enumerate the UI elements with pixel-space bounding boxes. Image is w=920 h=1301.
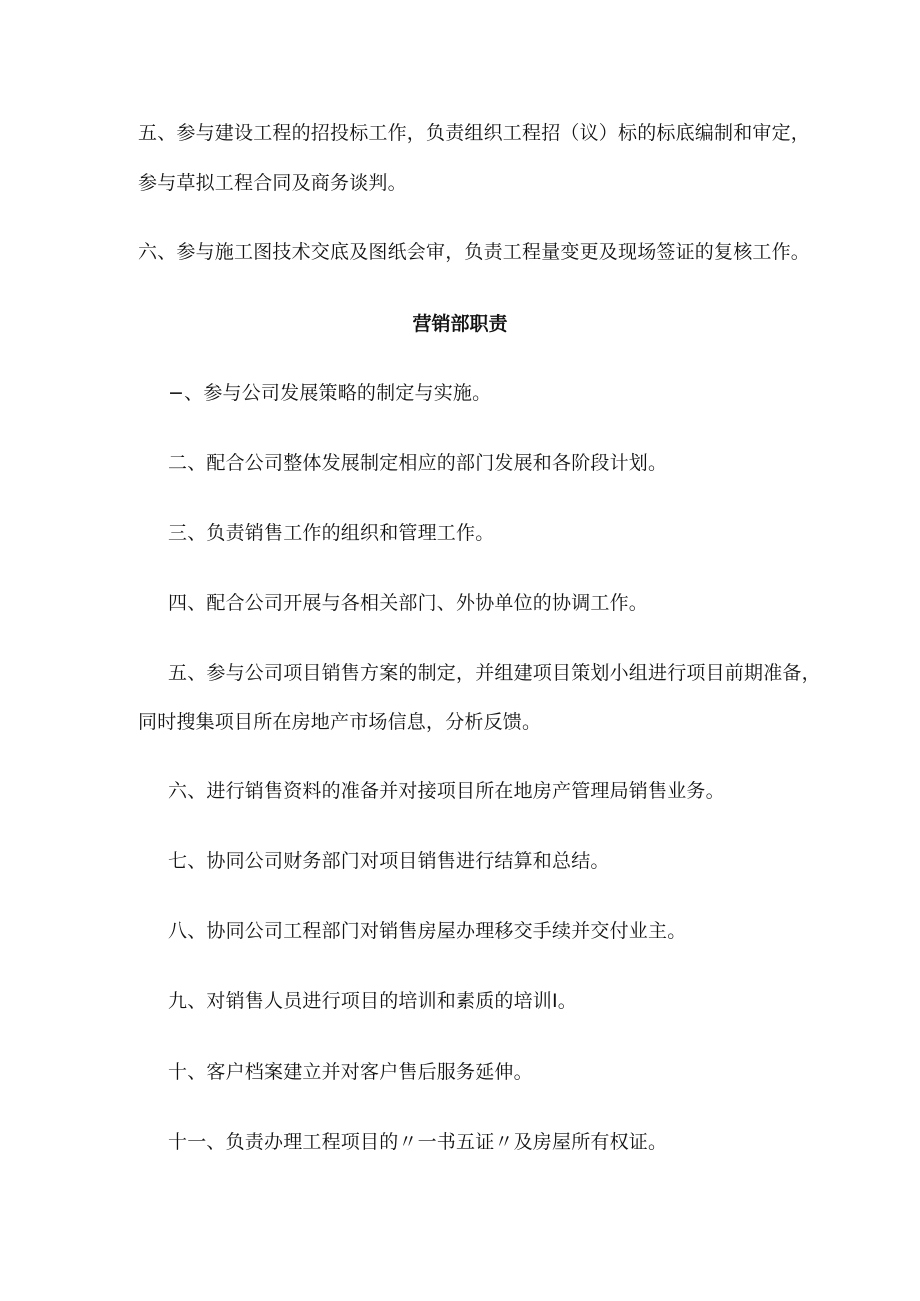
marketing-item-5-line-1: 五、参与公司项目销售方案的制定，并组建项目策划小组进行项目前期准备， [168, 662, 821, 684]
engineering-item-5-line-1: 五、参与建设工程的招投标工作，负责组织工程招（议）标的标底编制和审定， [138, 122, 811, 144]
marketing-item-6: 六、进行销售资料的准备并对接项目所在地房产管理局销售业务。 [168, 780, 725, 802]
marketing-item-7: 七、协同公司财务部门对项目销售进行结算和总结。 [168, 850, 610, 872]
marketing-item-1: −、参与公司发展策略的制定与实施。 [168, 382, 492, 404]
marketing-item-3: 三、负责销售工作的组织和管理工作。 [168, 522, 495, 544]
marketing-item-4: 四、配合公司开展与各相关部门、外协单位的协调工作。 [168, 592, 649, 614]
marketing-item-8: 八、协同公司工程部门对销售房屋办理移交手续并交付业主。 [168, 920, 687, 942]
marketing-item-10: 十、客户档案建立并对客户售后服务延伸。 [168, 1061, 533, 1083]
engineering-item-5-line-2: 参与草拟工程合同及商务谈判。 [138, 172, 407, 194]
marketing-item-5-line-2: 同时搜集项目所在房地产市场信息，分析反馈。 [138, 711, 542, 733]
marketing-item-11: 十一、负责办理工程项目的〃一书五证〃及房屋所有权证。 [168, 1131, 668, 1153]
section-heading-marketing: 营销部职责 [412, 313, 508, 335]
marketing-item-9: 九、对销售人员进行项目的培训和素质的培训Ⅰ。 [168, 990, 578, 1012]
marketing-item-2: 二、配合公司整体发展制定相应的部门发展和各阶段计划。 [168, 452, 668, 474]
engineering-item-6: 六、参与施工图技术交底及图纸会审，负责工程量变更及现场签证的复核工作。 [138, 241, 811, 263]
